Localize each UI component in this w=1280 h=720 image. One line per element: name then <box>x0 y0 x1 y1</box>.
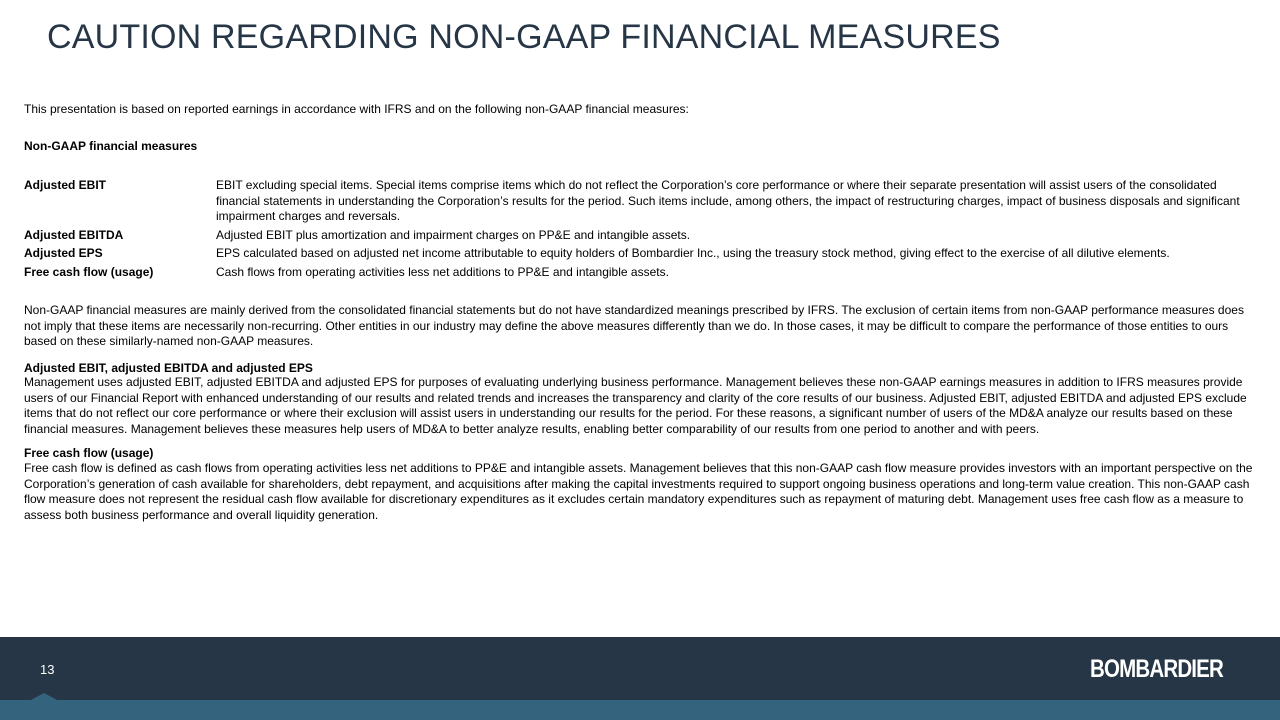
definition-line: financial statements in understanding the Corporation’s results for the period. Such items include, among others, the impact of restructuring charges, impact of business disposals and significant <box>216 193 1240 208</box>
paragraph-line: Management uses adjusted EBIT, adjusted EBITDA and adjusted EPS for purposes of evaluating underlying business performance. Management believes these non-GAAP earnings measures in addition to IFRS measures provide <box>24 375 1243 389</box>
paragraph-line: items that do not reflect our core performance or where their exclusion will assist users in understanding our results for the period. For these reasons, a significant number of users of the MD&A analyze our results based on these <box>24 406 1233 420</box>
heading-free-cash-flow: Free cash flow (usage) <box>24 446 154 460</box>
definition-line: Cash flows from operating activities less net additions to PP&E and intangible assets. <box>216 264 669 279</box>
definition-description <box>216 246 1170 262</box>
definition-description <box>216 178 1240 225</box>
definition-line: impairment charges and reversals. <box>216 209 401 223</box>
paragraph-non-gaap <box>24 303 1244 350</box>
heading-adjusted-measures: Adjusted EBIT, adjusted EBITDA and adjusted EPS <box>24 361 313 375</box>
definition-row <box>24 228 1240 244</box>
definition-line: EBIT excluding special items. Special items comprise items which do not reflect the Corporation’s core performance or where their separate presentation will assist users of the consolidated <box>216 178 1217 192</box>
definition-row <box>24 246 1240 262</box>
footer-strip <box>0 700 1280 720</box>
paragraph-line: not imply that these items are necessarily non-recurring. Other entities in our industry may define the above measures differently than we do. In those cases, it may be difficult to compare the performance of those entities to ours <box>24 318 1229 333</box>
paragraph-free-cash-flow <box>24 461 1252 523</box>
definition-term: Adjusted EPS <box>24 246 103 260</box>
definition-term: Free cash flow (usage) <box>24 264 154 279</box>
definition-term: Adjusted EBIT <box>24 178 107 192</box>
page-title: CAUTION REGARDING NON-GAAP FINANCIAL MEASURES <box>47 18 1001 56</box>
section-heading: Non-GAAP financial measures <box>24 139 198 153</box>
definition-line: Adjusted EBIT plus amortization and impairment charges on PP&E and intangible assets. <box>216 227 691 242</box>
paragraph-line: Non-GAAP financial measures are mainly derived from the consolidated financial statements but do not have standardized meanings prescribed by IFRS. The exclusion of certain items from non-GAAP performance measures does <box>24 303 1244 317</box>
definition-description <box>216 265 669 281</box>
footer-bar <box>0 637 1280 700</box>
definition-term: Adjusted EBITDA <box>24 227 124 242</box>
bombardier-logo: BOMBARDIER <box>1090 655 1224 683</box>
definition-row <box>24 178 1240 225</box>
paragraph-line: Corporation’s generation of cash available for shareholders, debt repayment, and acquisitions after making the capital investments required to support ongoing business operations and long-term value creation. This non-GAAP cash <box>24 476 1250 491</box>
definition-line: EPS calculated based on adjusted net income attributable to equity holders of Bombardier Inc., using the treasury stock method, giving effect to the exercise of all dilutive elements. <box>216 246 1170 260</box>
definitions-list <box>24 178 1240 283</box>
page-number: 13 <box>40 662 55 677</box>
definition-description <box>216 228 690 244</box>
page-marker-notch <box>29 693 59 701</box>
paragraph-line: Free cash flow is defined as cash flows from operating activities less net additions to PP&E and intangible assets. Management believes that this non-GAAP cash flow measure provides investors with an important perspective on the <box>24 461 1253 475</box>
definition-row <box>24 265 1240 281</box>
intro-text: This presentation is based on reported earnings in accordance with IFRS and on the following non-GAAP financial measures: <box>24 102 689 116</box>
paragraph-line: users of our Financial Report with enhanced understanding of our results and related trends and increases the transparency and clarity of the core results of our business. Adjusted EBIT, adjusted EBITDA and adjusted EPS exclude <box>24 390 1247 405</box>
paragraph-adjusted-measures <box>24 375 1247 437</box>
paragraph-line: assess both business performance and overall liquidity generation. <box>24 507 379 522</box>
paragraph-line: flow measure does not represent the residual cash flow available for discretionary expenditures as it excludes certain mandatory expenditures such as repayment of maturing debt. Management uses free cash flow as a measure to <box>24 492 1244 506</box>
paragraph-line: financial measures. Management believes these measures help users of MD&A to better analyze results, enabling better comparability of our results from one period to another and with peers. <box>24 421 1040 436</box>
paragraph-line: based on these similarly-named non-GAAP measures. <box>24 334 314 348</box>
